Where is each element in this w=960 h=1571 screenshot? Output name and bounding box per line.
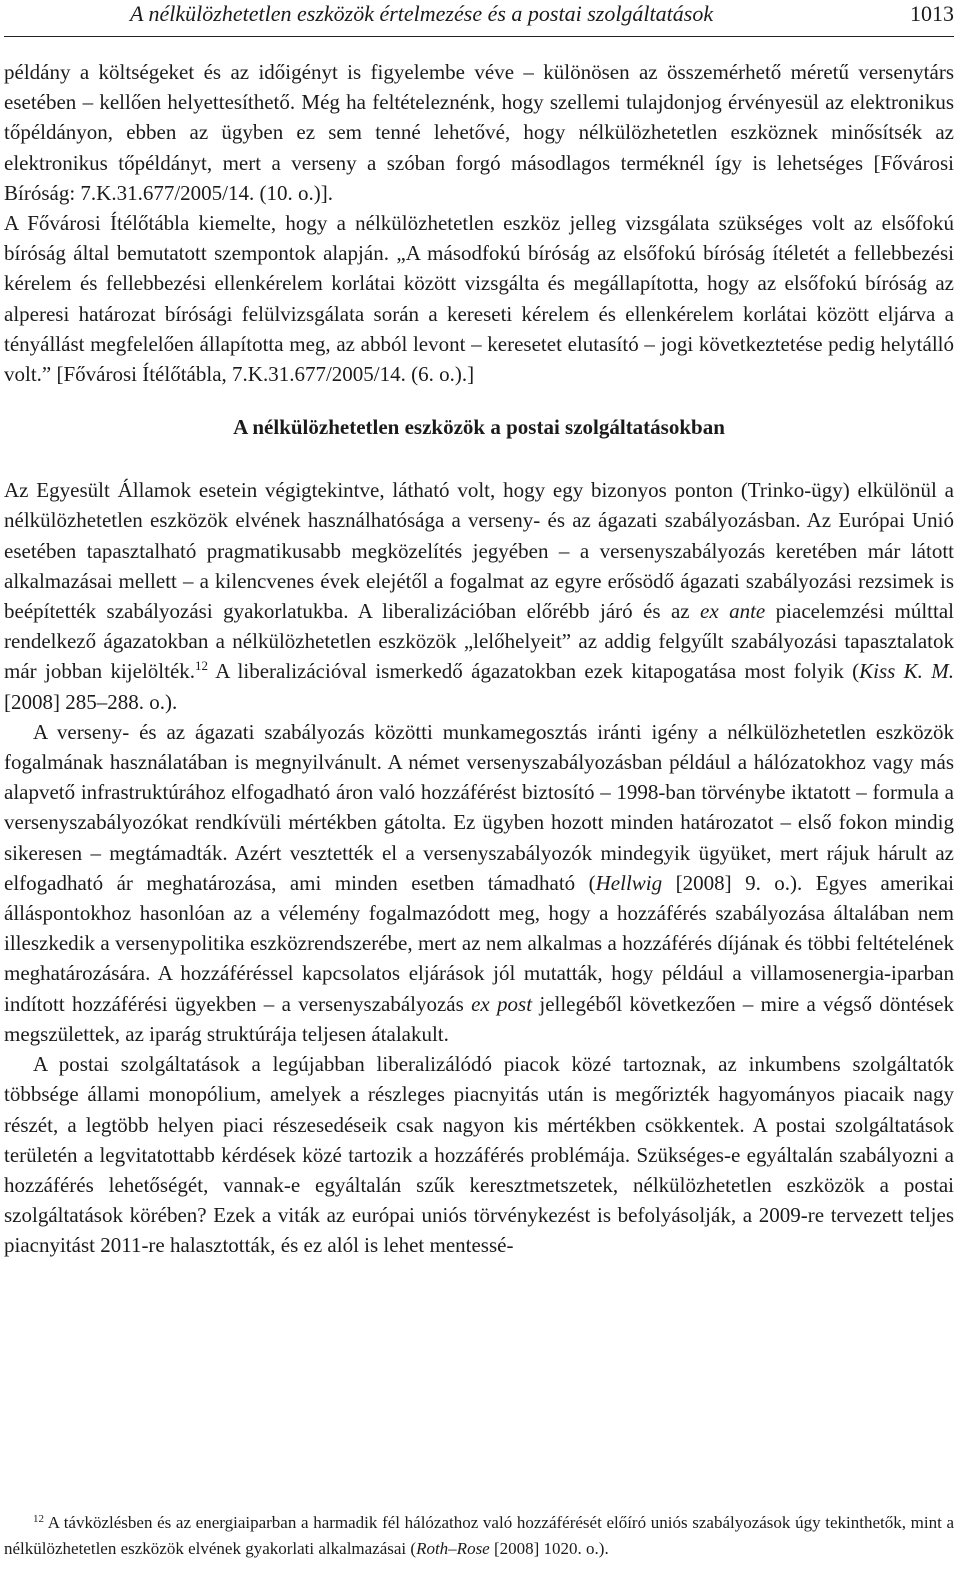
italic-term: ex post [471, 991, 533, 1016]
running-header-title: A nélkülözhetetlen eszközök értelmezése és a postai szolgáltatások [130, 1, 714, 26]
italic-author: Kiss K. M. [859, 659, 955, 684]
text-run: [2008] 9. o.). Egyes amerikai álláspontokhoz hasonlóan az a vélemény fogalmazódott meg, hogy a hozzáférés szabályozása általában nem illeszkedik a versenypolitika eszközrendszerébe, mert az nem alkalmas a hozzáférés díjának és többi feltételének meghatározására. A hozzáféréssel kapcsolatos eljárások jól mutatták, hogy például a villamosenergia-iparban indított hozzáférési ügyekben – a versenyszabályozás [4, 870, 954, 1016]
footnote-12 [4, 1510, 954, 1562]
footnote-number: 12 [33, 1513, 44, 1525]
section-heading: A nélkülözhetetlen eszközök a postai szolgáltatásokban [233, 415, 725, 440]
text-run: [2008] 285–288. o.). [4, 689, 178, 714]
paragraph-appeal-court: A Fővárosi Ítélőtábla kiemelte, hogy a nélkülözhetetlen eszköz jelleg vizsgálata szükséges volt az elsőfokú bíróság által bemutatott szempontok alapján. „A másodfokú bíróság az elsőfokú bíróság ítéletét a fellebbezési kérelem és fellebbezési ellenkérelem korlátai között vizsgálta és megállapította, hogy az elsőfokú bíróság az alperesi határozat bírósági felülvizsgálata során a kereseti kérelem és ellenkérelem korlátai között eljárva a tényállást megfelelően állapította meg, az abból levont – keresetet elutasító – jogi következtetése pedig helytálló volt.” [Fővárosi Ítélőtábla, 7.K.31.677/2005/14. (6. o.).] [4, 211, 954, 387]
footnote-ref[interactable]: 12 [195, 658, 209, 674]
paragraph-postal-services: A postai szolgáltatások a legújabban liberalizálódó piacok közé tartoznak, az inkumbens szolgáltatók többsége állami monopólium, amelyek a részleges piacnyitás után is megőrizték hagyományos piacaik nagy részét, a legtöbb helyen piaci részesedéseik csak nagyon kis mértékben csökkentek. A postai szolgáltatások területén a legvitatottabb kérdések közé tartozik a hozzáférés problémája. Szükséges-e egyáltalán szabályozni a hozzáférés lehetőségét, vannak-e egyáltalán szűk keresztmetszetek, nélkülözhetetlen eszközök a postai szolgáltatások körében? Ezek a viták az európai uniós törvénykezést is befolyásolják, a 2009-re tervezett teljes piacnyitást 2011-re halasztották, és ez alól is lehet mentessé- [4, 1052, 954, 1258]
italic-author: Roth–Rose [416, 1539, 490, 1558]
paragraph-us-eu [4, 475, 954, 717]
footnote-text: [2008] 1020. o.). [489, 1539, 609, 1558]
footnote-area [4, 1510, 954, 1562]
text-run: A liberalizációval ismerkedő ágazatokban ezek kitapogatása most folyik ( [208, 659, 860, 684]
article-body [4, 57, 954, 1261]
text-run: jellegéből következően – mire a végső döntések megszülettek, az iparág struktúrája teljesen átalakult. [4, 991, 954, 1046]
text-run: A verseny- és az ágazati szabályozás közötti munkamegosztás iránti igény a nélkülözhetetlen eszközök fogalmának használatában is megnyilvánult. A német versenyszabályozásban például a hálózatokhoz vagy más alapvető infrastruktúrához elfogadható áron való hozzáférést biztosító – 1998-ban törvénybe iktatott – formula a versenyszabályozókat rendkívüli mértékben gátolta. Ez ügyben hozott minden határozatot – első fokon mindig sikeresen – megtámadták. Azért vesztették el a versenyszabályozók mindegyik ügyüket, mert rájuk hárult az elfogadható ár meghatározása, ami minden esetben támadható ( [4, 719, 954, 895]
running-header [4, 0, 954, 37]
page-number: 1013 [910, 1, 954, 26]
text-run: piacelemzési múlttal rendelkező ágazatokban a nélkülözhetetlen eszközök „lelőhelyeit” az addig felgyűlt szabályozási tapasztalatok már jobban kijelölték. [4, 599, 955, 684]
paragraph-continued: példány a költségeket és az időigényt is figyelembe véve – különösen az összemérhető méretű versenytárs esetében – kellően helyettesíthető. Még ha feltételeznénk, hogy szellemi tulajdonjog érvényesül az elektronikus tőpéldányon, ebben az ügyben ez sem tenné lehetővé, hogy nélkülözhetetlen eszköznek minősítsék az elektronikus tőpéldányt, mert a verseny a szóban forgó másodlagos terméknél így is lehetséges [Fővárosi Bíróság: 7.K.31.677/2005/14. (10. o.)]. [4, 60, 954, 205]
italic-author: Hellwig [595, 870, 663, 895]
italic-term: ex ante [700, 599, 766, 624]
text-run: Az Egyesült Államok esetein végigtekintve, látható volt, hogy egy bizonyos ponton (Trinko-ügy) elkülönül a nélkülözhetetlen eszközök elvének használhatósága a verseny- és az ágazati szabályozásban. Az Európai Unió esetében tapasztalható pragmatikusabb megközelítés jegyében – a versenyszabályozás keretében már látott alkalmazásai mellett – a kilencvenes évek elejétől a fogalmat az egyre erősödő ágazati szabályozási rezsimek is beépítették szabályozási gyakorlatukba. A liberalizációban előrébb járó és az [4, 478, 954, 624]
paragraph-division-of-labour [4, 717, 954, 1049]
footnote-text: A távközlésben és az energiaiparban a harmadik fél hálózathoz való hozzáférését előíró uniós szabályozások úgy tekinthetők, mint a nélkülözhetetlen eszközök elvének gyakorlati alkalmazásai ( [4, 1513, 954, 1558]
